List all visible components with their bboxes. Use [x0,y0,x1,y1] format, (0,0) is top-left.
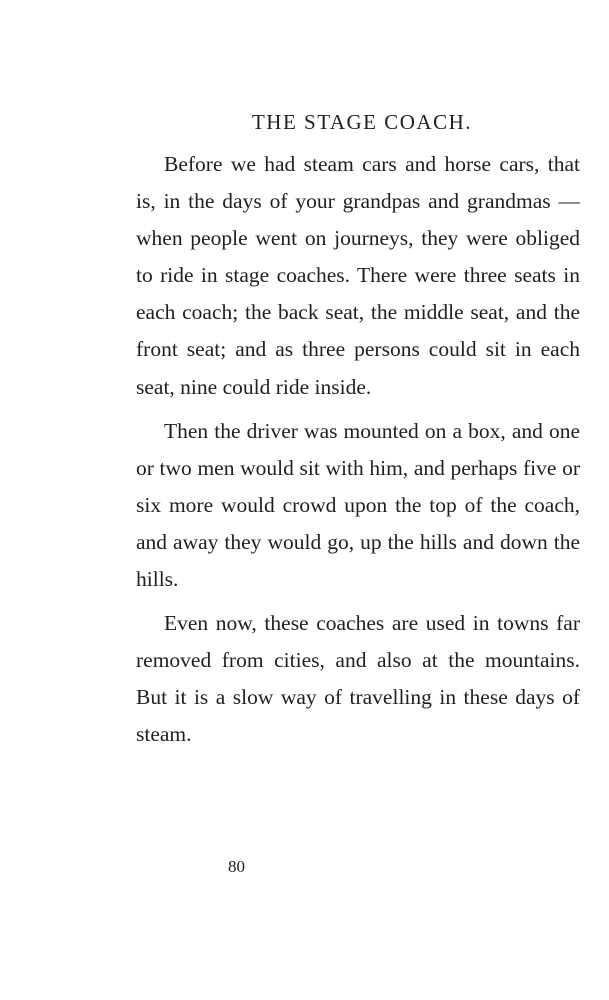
body-text [136,146,580,754]
page-number: 80 [228,857,245,876]
paragraph-2: Then the driver was mounted on a box, and one or two men would sit with him, and perhaps five or six more would crowd upon the top of the coach, and away they would go, up the hills and down the hills. [136,418,580,592]
chapter-title: THE STAGE COACH. [251,110,473,134]
paragraph-1: Before we had steam cars and horse cars, that is, in the days of your grandpas and grandmas — when people went on journeys, they were obliged to ride in stage coaches. There were three seats in each coach; the back seat, the middle seat, and the front seat; and as three persons could sit in each seat, nine could ride inside. [136,152,580,399]
paragraph-3: Even now, these coaches are used in towns far removed from cities, and also at the mountains. But it is a slow way of travelling in these days of steam. [136,611,580,747]
